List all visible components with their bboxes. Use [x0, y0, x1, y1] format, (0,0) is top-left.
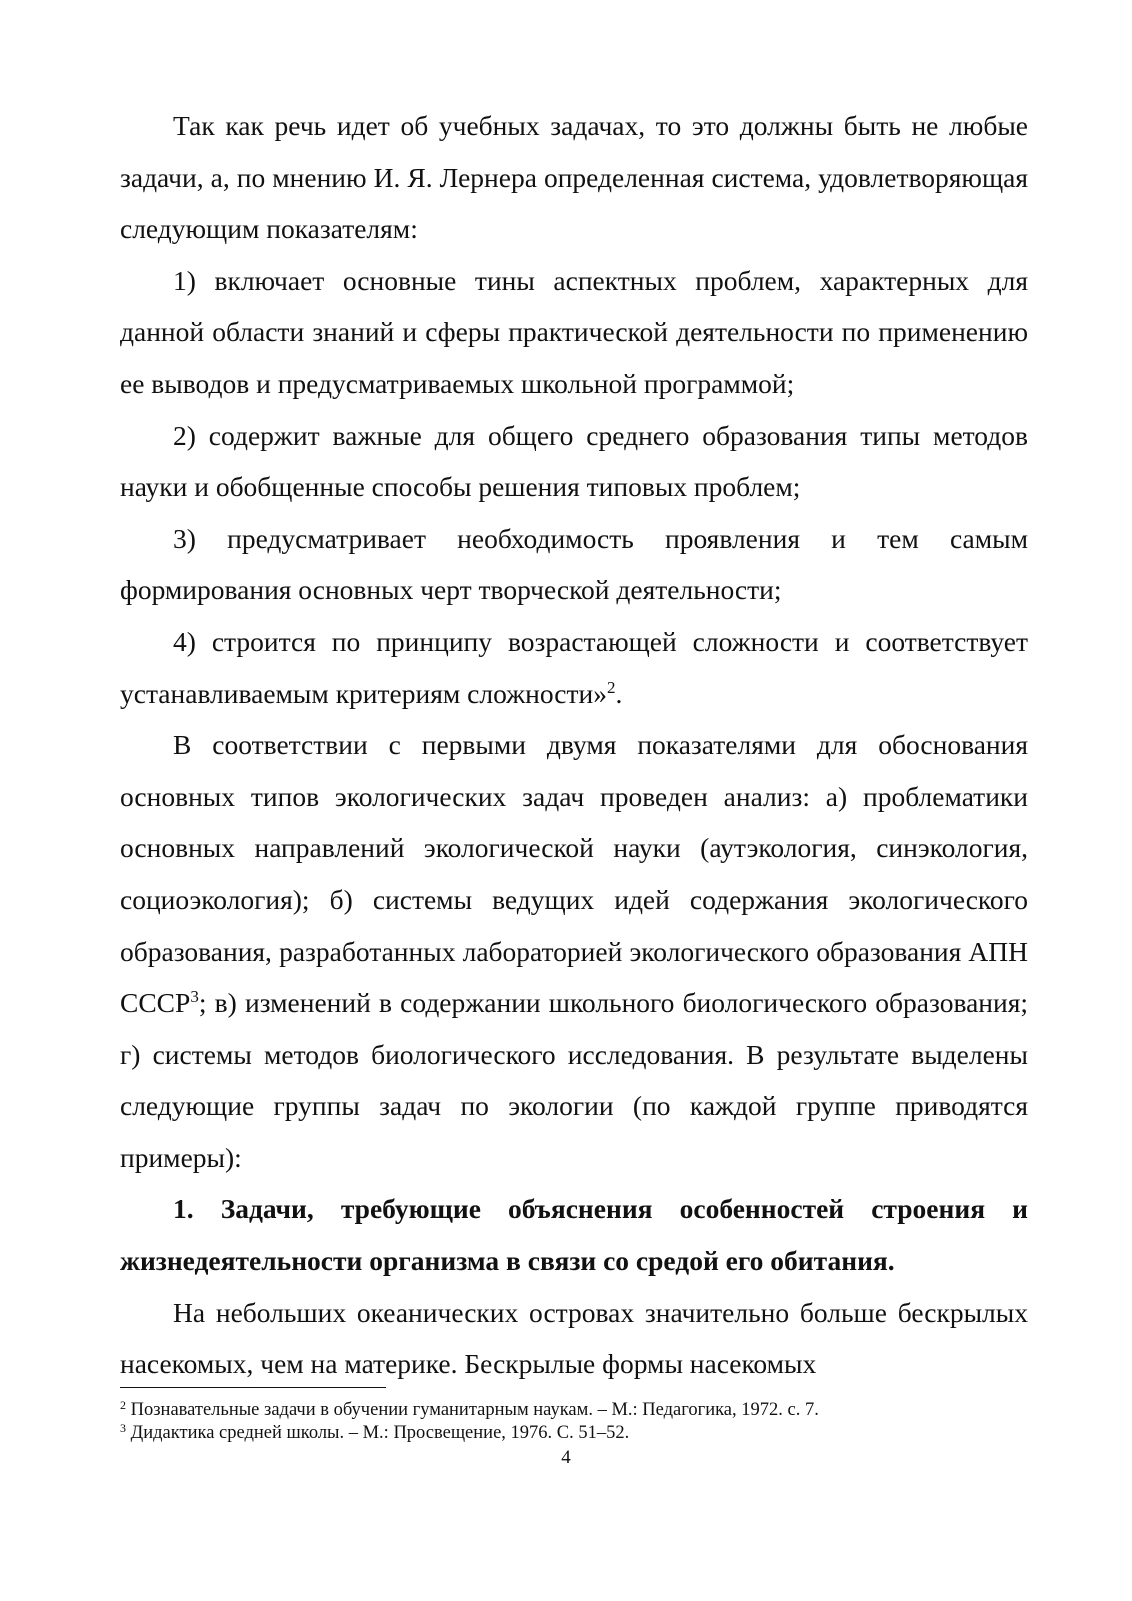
page-body	[120, 100, 1028, 1390]
paragraph-analysis: В соответствии с первыми двумя показателями для обоснования основных типов экологических задач проведен анализ: а) проблематики основных направлений экологической науки (аутэкология, синэкология, социоэкология); б) системы ведущих идей содержания экологического образования, разработанных лабораторией экологического образования АПН СССР$^3$; в) изменений в содержании школьного биологического образования; г) системы методов биологического исследования. В результате выделены следующие группы задач по экологии (по каждой группе приводятся примеры):	[120, 729, 1028, 1173]
footnote-ref-3: 3	[190, 987, 199, 1007]
paragraph-example: На небольших океанических островах значительно больше бескрылых насекомых, чем на материке. Бескрылые формы насекомых	[120, 1296, 1028, 1380]
paragraph-criterion-4: 4) строится по принципу возрастающей сложности и соответствует устанавливаемым критериям сложности»$^2$.	[120, 625, 1028, 709]
footnote-2: $^2$ Познавательные задачи в обучении гуманитарным наукам. – М.: Педагогика, 1972. с. 7.	[120, 1398, 819, 1420]
paragraph-intro: Так как речь идет об учебных задачах, то это должны быть не любые задачи, а, по мнению И. Я. Лернера определенная система, удовлетворяющая следующим показателям:	[120, 110, 1028, 245]
paragraph-criterion-1: 1) включает основные тины аспектных проблем, характерных для данной области знаний и сферы практической деятельности по применению ее выводов и предусматриваемых школьной программой;	[120, 264, 1028, 399]
footnotes	[120, 1399, 1028, 1445]
paragraph-criterion-2: 2) содержит важные для общего среднего образования типы методов науки и обобщенные способы решения типовых проблем;	[120, 419, 1028, 503]
page-number: 4	[561, 1447, 571, 1468]
footnote-ref-2: 2	[606, 677, 616, 697]
paragraph-criterion-3: 3) предусматривает необходимость проявления и тем самым формирования основных черт творческой деятельности;	[120, 522, 1028, 606]
section-heading: 1. Задачи, требующие объяснения особенностей строения и жизнедеятельности организма в связи со средой его обитания.	[120, 1193, 1028, 1277]
footnote-3: $^3$ Дидактика средней школы. – М.: Просвещение, 1976. С. 51–52.	[120, 1421, 630, 1443]
footnote-separator	[120, 1387, 386, 1388]
